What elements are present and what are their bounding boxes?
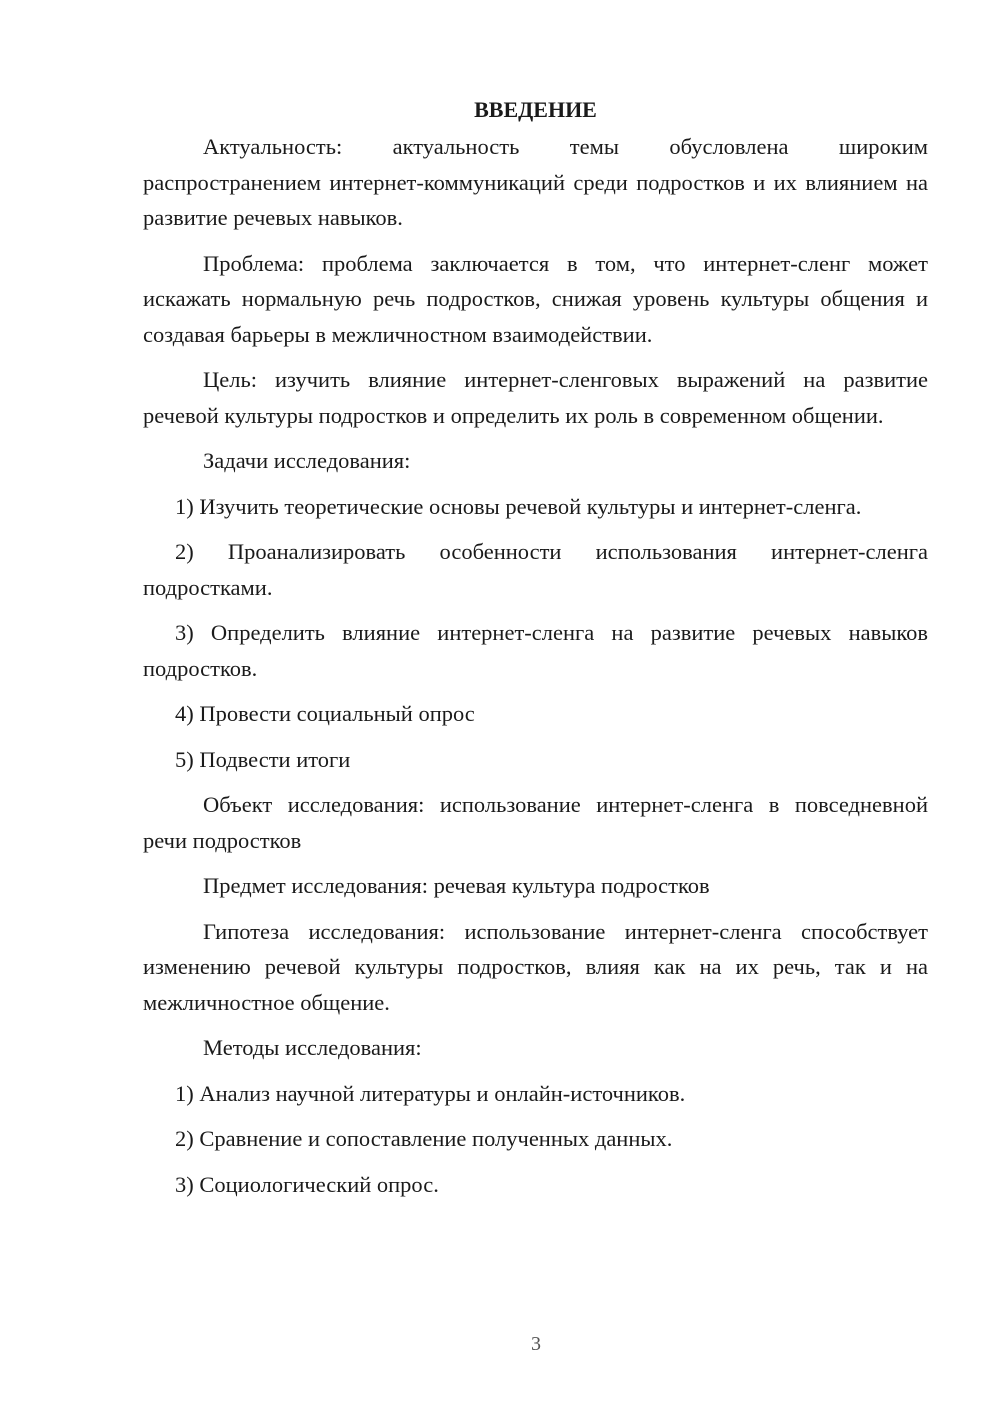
page-title: ВВЕДЕНИЕ xyxy=(474,97,597,122)
page-number: 3 xyxy=(531,1333,541,1355)
goal-paragraph: Цель: изучить влияние интернет-сленговых выражений на развитие речевой культуры подростков и определить их роль в современном общении. xyxy=(143,367,928,428)
task-item-1: 1) Изучить теоретические основы речевой культуры и интернет-сленга. xyxy=(175,493,862,519)
subject-paragraph: Предмет исследования: речевая культура подростков xyxy=(203,873,710,898)
hypothesis-paragraph: Гипотеза исследования: использование интернет-сленга способствует изменению речевой культуры подростков, влияя как на их речь, так и на межличностное общение. xyxy=(143,918,928,1015)
method-item-2: 2) Сравнение и сопоставление полученных данных. xyxy=(175,1126,673,1151)
task-item-4: 4) Провести социальный опрос xyxy=(175,701,475,726)
task-item-3: 3) Определить влияние интернет-сленга на развитие речевых навыков подростков. xyxy=(143,620,928,681)
document-page xyxy=(143,92,928,1212)
methods-heading: Методы исследования: xyxy=(203,1035,422,1060)
method-item-1: 1) Анализ научной литературы и онлайн-источников. xyxy=(175,1080,686,1106)
tasks-heading: Задачи исследования: xyxy=(203,448,411,473)
object-paragraph: Объект исследования: использование интернет-сленга в повседневной речи подростков xyxy=(143,792,928,853)
task-item-2: 2) Проанализировать особенности использования интернет-сленга подростками. xyxy=(143,539,928,600)
problem-paragraph: Проблема: проблема заключается в том, что интернет-сленг может искажать нормальную речь подростков, снижая уровень культуры общения и создавая барьеры в межличностном взаимодействии. xyxy=(143,250,928,347)
task-item-5: 5) Подвести итоги xyxy=(175,746,351,772)
relevance-paragraph: Актуальность: актуальность темы обусловлена широким распространением интернет-коммуникаций среди подростков и их влиянием на развитие речевых навыков. xyxy=(143,134,928,230)
method-item-3: 3) Социологический опрос. xyxy=(175,1171,439,1197)
